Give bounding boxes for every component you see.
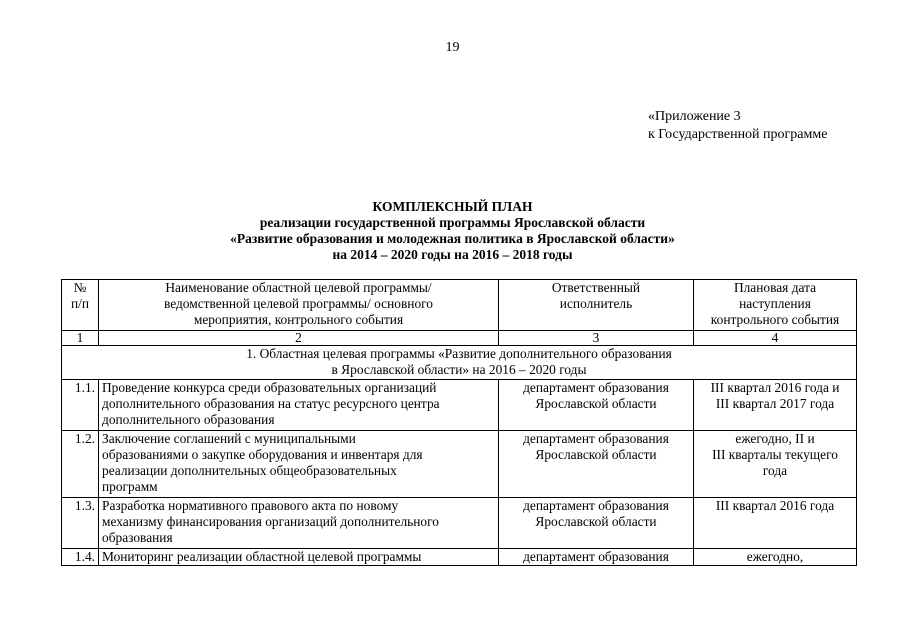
section-row (62, 346, 857, 380)
header-name-line: ведомственной целевой программы/ основного (163, 296, 433, 311)
column-number: 3 (499, 331, 694, 346)
page-number: 19 (445, 40, 460, 55)
row-executor-line: Ярославской области (535, 514, 657, 529)
row-executor-line: департамент образования (523, 498, 669, 513)
row-name-line: образования (102, 530, 173, 545)
table-row (62, 380, 857, 431)
header-date-line: Плановая дата (733, 280, 817, 295)
row-executor-line: департамент образования (523, 549, 669, 564)
header-executor (499, 280, 694, 331)
row-date-line: III квартал 2016 года (715, 498, 835, 513)
column-number-row (62, 331, 857, 346)
row-date (694, 380, 857, 431)
appendix-reference (648, 108, 827, 144)
section-heading-line: 1. Областная целевая программы «Развитие дополнительного образования (246, 346, 672, 361)
table-row (62, 549, 857, 566)
header-num-line: п/п (70, 296, 90, 311)
title-line-4: на 2014 – 2020 годы на 2016 – 2018 годы (332, 247, 573, 262)
column-number: 2 (99, 331, 499, 346)
header-date (694, 280, 857, 331)
plan-table (61, 279, 857, 566)
row-name-line: Заключение соглашений с муниципальными (102, 431, 356, 446)
row-executor-line: департамент образования (523, 431, 669, 446)
row-name-line: механизму финансирования организаций дополнительного (102, 514, 439, 529)
row-date-line: года (762, 463, 788, 478)
row-date-line: ежегодно, II и (735, 431, 815, 446)
title-line-1: КОМПЛЕКСНЫЙ ПЛАН (372, 199, 533, 214)
header-num-line: № (73, 280, 87, 295)
row-name-line: Разработка нормативного правового акта по новому (102, 498, 399, 513)
header-name (99, 280, 499, 331)
row-date (694, 498, 857, 549)
row-executor (499, 549, 694, 566)
row-name-line: дополнительного образования (102, 412, 275, 427)
row-name-line: реализации дополнительных общеобразовательных (102, 463, 397, 478)
row-date-line: ежегодно, (746, 549, 804, 564)
row-executor-line: Ярославской области (535, 447, 657, 462)
header-date-line: контрольного события (710, 312, 840, 327)
row-date (694, 431, 857, 498)
column-number: 4 (694, 331, 857, 346)
row-name-line: Мониторинг реализации областной целевой программы (102, 549, 422, 564)
row-name (99, 549, 499, 566)
row-num: 1.4. (62, 549, 99, 566)
header-name-line: мероприятия, контрольного события (193, 312, 404, 327)
row-name (99, 498, 499, 549)
column-number: 1 (62, 331, 99, 346)
row-num: 1.1. (62, 380, 99, 431)
row-num: 1.3. (62, 498, 99, 549)
row-executor (499, 380, 694, 431)
row-name-line: Проведение конкурса среди образовательных организаций (102, 380, 437, 395)
header-date-line: наступления (739, 296, 811, 311)
row-name (99, 431, 499, 498)
row-date (694, 549, 857, 566)
row-num: 1.2. (62, 431, 99, 498)
section-heading (62, 346, 857, 380)
row-executor-line: департамент образования (523, 380, 669, 395)
title-line-2: реализации государственной программы Ярославской области (259, 215, 646, 230)
section-heading-line: в Ярославской области» на 2016 – 2020 годы (331, 362, 587, 377)
header-num (62, 280, 99, 331)
row-name-line: образованиями о закупке оборудования и инвентаря для (102, 447, 423, 462)
row-name (99, 380, 499, 431)
row-date-line: III квартал 2017 года (715, 396, 835, 411)
header-name-line: Наименование областной целевой программы/ (165, 280, 432, 295)
row-date-line: III кварталы текущего (712, 447, 838, 462)
row-executor (499, 431, 694, 498)
appendix-line-2: к Государственной программе (648, 127, 828, 142)
row-executor (499, 498, 694, 549)
header-executor-line: Ответственный (551, 280, 641, 295)
appendix-line-1: «Приложение 3 (648, 109, 741, 124)
row-date-line: III квартал 2016 года и (710, 380, 840, 395)
header-executor-line: исполнитель (559, 296, 633, 311)
table-row (62, 431, 857, 498)
row-name-line: программ (102, 479, 158, 494)
row-name-line: дополнительного образования на статус ресурсного центра (102, 396, 440, 411)
document-title (0, 199, 905, 263)
table-header-row (62, 280, 857, 331)
table-row (62, 498, 857, 549)
title-line-3: «Развитие образования и молодежная политика в Ярославской области» (230, 231, 675, 246)
row-executor-line: Ярославской области (535, 396, 657, 411)
